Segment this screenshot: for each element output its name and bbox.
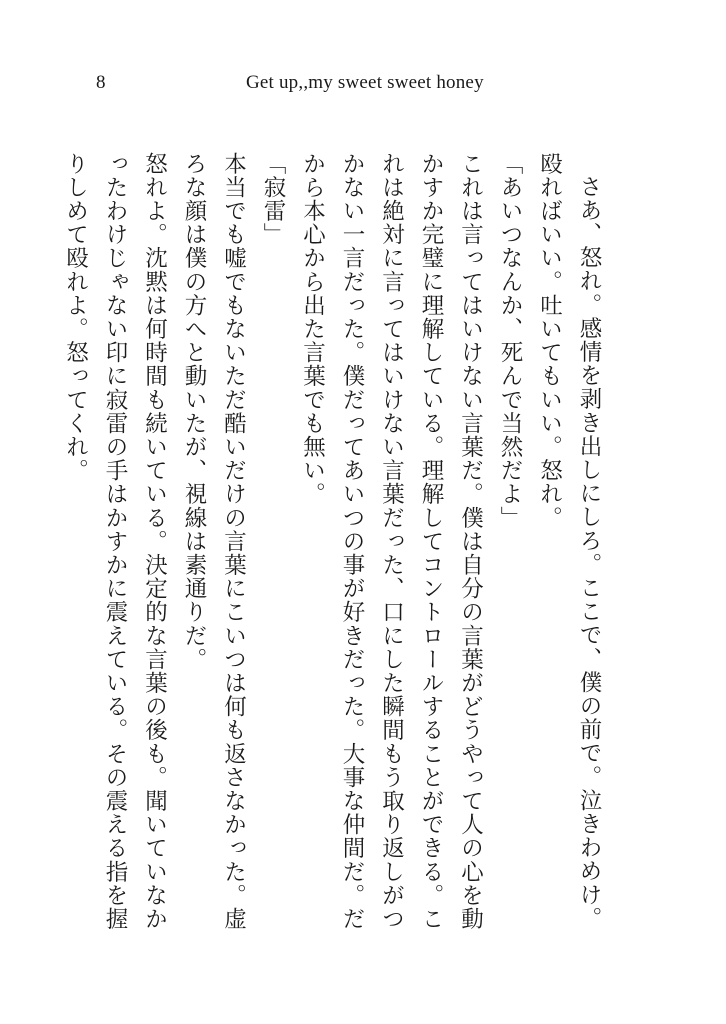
paragraph-1: さあ、怒れ。感情を剥き出しにしろ。ここで、僕の前で。泣きわめけ。殴ればいい。吐いてもいい。怒れ。 [536,152,602,930]
paragraph-3: これは言ってはいけない言葉だ。僕は自分の言葉がどうやって人の心を動かすか完璧に理解している。理解してコントロールすることができる。これは絶対に言ってはいけない言葉だった、口にした瞬間もう取り返しがつかない一言だった。僕だってあいつの事が好きだった。大事な仲間だ。だから本心から出た言葉でも無い。 [299,152,484,931]
paragraph-5: 本当でも嘘でもないただ酷いだけの言葉にこいつは何も返さなかった。虚ろな顔は僕の方へと動いたが、視線は素通りだ。 [181,152,247,931]
paragraph-4-dialogue: 「寂雷」 [260,152,286,247]
running-title: Get up,,my sweet sweet honey [246,72,484,93]
paragraph-6: 怒れよ。沈黙は何時間も続いている。決定的な言葉の後も。聞いていなかったわけじゃない印に寂雷の手はかすかに震えている。その震える指を握りしめて殴れよ。怒ってくれ。 [62,152,168,931]
paragraph-2-dialogue: 「あいつなんか、死んで当然だよ」 [497,152,523,530]
vertical-body-text [55,152,608,944]
page-number: 8 [96,72,106,93]
